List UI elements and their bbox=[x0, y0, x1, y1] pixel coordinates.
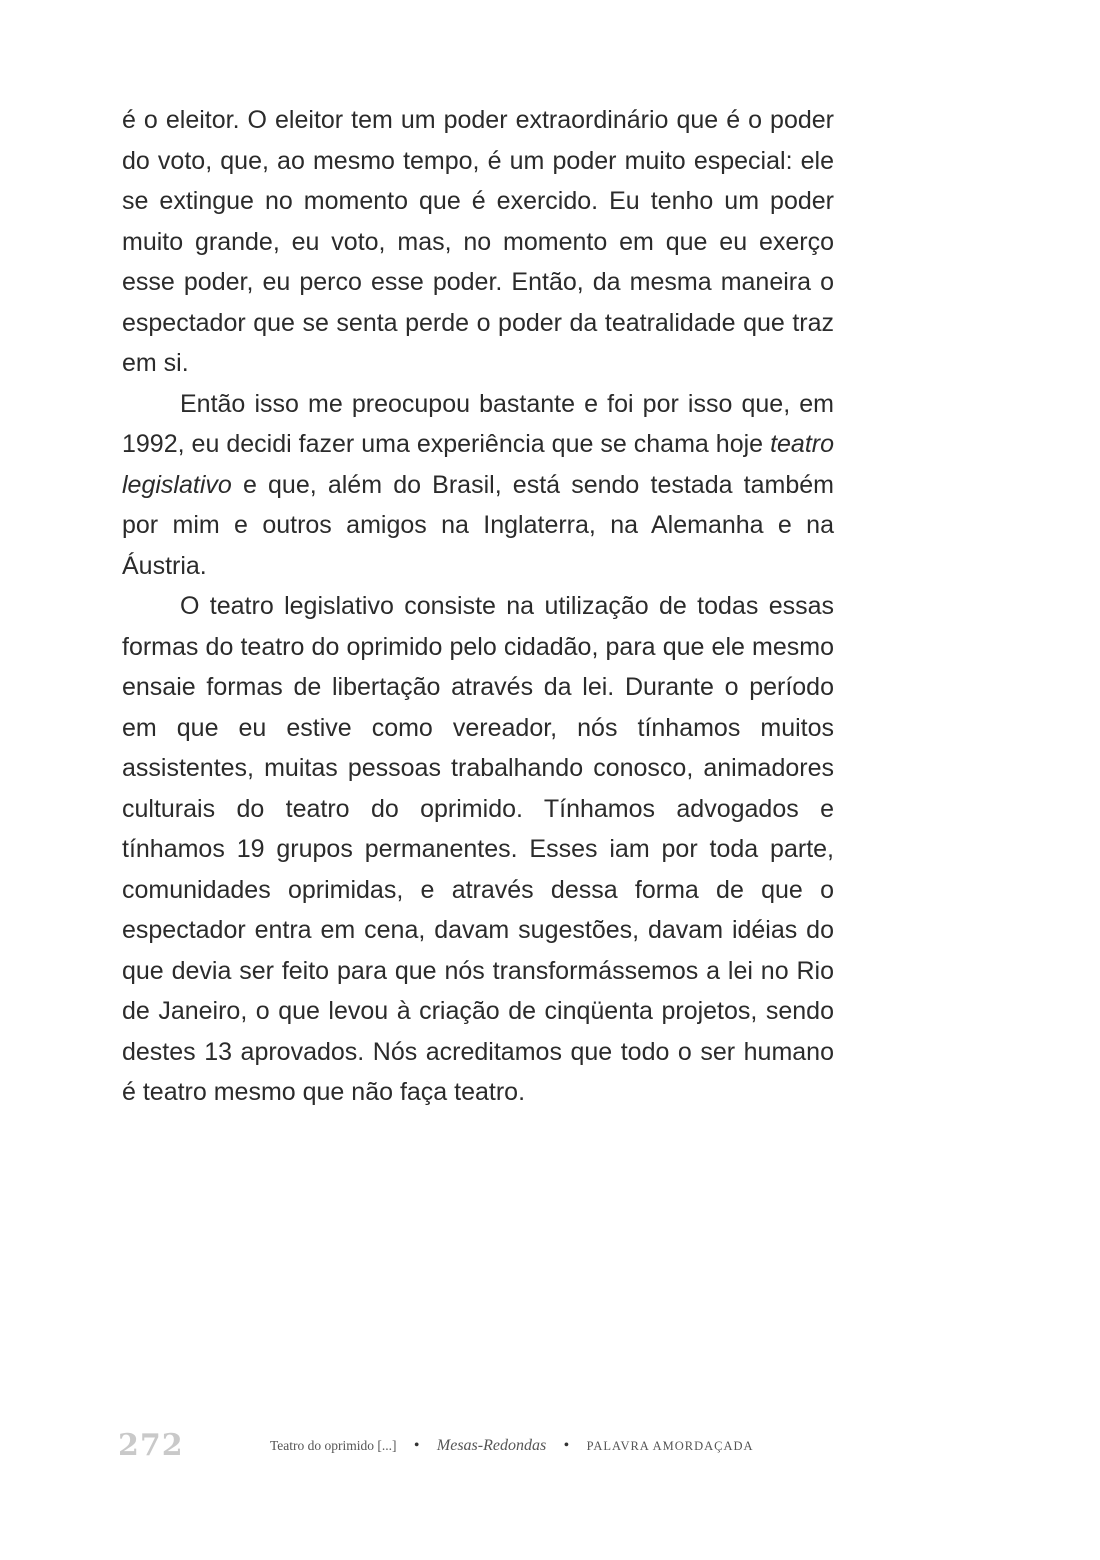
paragraph-2-end: e que, além do Brasil, está sendo testada também por mim e outros amigos na Inglaterra, na Alemanha e na Áustria. bbox=[122, 470, 834, 580]
paragraph-3: O teatro legislativo consiste na utilização de todas essas formas do teatro do oprimido pelo cidadão, para que ele mesmo ensaie formas de libertação através da lei. Durante o período em que eu estive como vereador, nós tínhamos muitos assistentes, muitas pessoas trabalhando conosco, animadores culturais do teatro do oprimido. Tínhamos advogados e tínhamos 19 grupos permanentes. Esses iam por toda parte, comunidades oprimidas, e através dessa forma de que o espectador entra em cena, davam sugestões, davam idéias do que devia ser feito para que nós transformássemos a lei no Rio de Janeiro, o que levou à criação de cinqüenta projetos, sendo destes 13 aprovados. Nós acreditamos que todo o ser humano é teatro mesmo que não faça teatro. bbox=[122, 592, 834, 1106]
paragraph-1: é o eleitor. O eleitor tem um poder extraordinário que é o poder do voto, que, ao mesmo tempo, é um poder muito especial: ele se extingue no momento que é exercido. Eu tenho um poder muito grande, eu voto, mas, no momento em que eu exerço esse poder, eu perco esse poder. Então, da mesma maneira o espectador que se senta perde o poder da teatralidade que traz em si. bbox=[122, 106, 834, 377]
footer-series: Mesas-Redondas bbox=[436, 1437, 547, 1454]
paragraph-2-start: Então isso me preocupou bastante e foi por isso que, em 1992, eu decidi fazer uma experiência que se chama hoje bbox=[122, 389, 834, 458]
footer-book-title: PALAVRA AMORDAÇADA bbox=[586, 1439, 754, 1453]
footer-separator-1: • bbox=[413, 1437, 420, 1454]
paragraph-2 bbox=[122, 384, 834, 587]
footer-separator-2: • bbox=[563, 1437, 570, 1454]
body-text bbox=[122, 100, 834, 1113]
page-footer bbox=[118, 1428, 838, 1468]
italic-term: teatro legislativo bbox=[122, 430, 834, 499]
footer-section: Teatro do oprimido [...] bbox=[270, 1438, 397, 1453]
running-footer bbox=[270, 1437, 754, 1455]
page-number: 272 bbox=[118, 1428, 184, 1463]
